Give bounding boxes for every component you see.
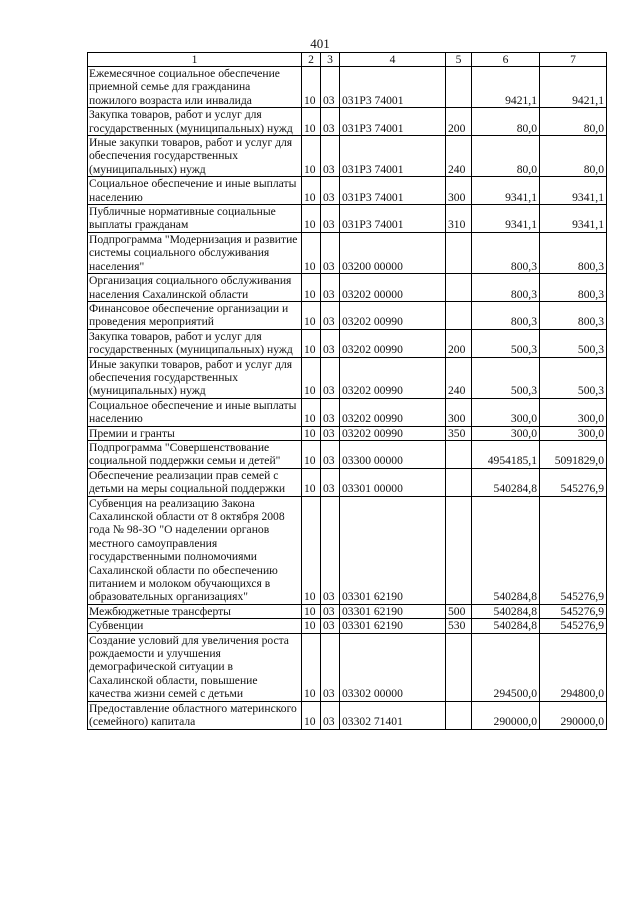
expense-type-code-cell bbox=[446, 633, 472, 701]
subsection-code-cell: 03 bbox=[321, 301, 340, 329]
subsection-code-cell: 03 bbox=[321, 67, 340, 108]
row-name-cell: Премии и гранты bbox=[88, 426, 302, 440]
row-name-cell: Финансовое обеспечение организации и проведения мероприятий bbox=[88, 301, 302, 329]
subsection-code-cell: 03 bbox=[321, 468, 340, 496]
amount-year1-cell: 540284,8 bbox=[472, 468, 540, 496]
section-code-cell: 10 bbox=[302, 136, 321, 177]
amount-year2-cell: 294800,0 bbox=[540, 633, 607, 701]
row-name-cell: Публичные нормативные социальные выплаты гражданам bbox=[88, 205, 302, 233]
expense-type-code-cell bbox=[446, 440, 472, 468]
subsection-code-cell: 03 bbox=[321, 108, 340, 136]
section-code-cell: 10 bbox=[302, 108, 321, 136]
subsection-code-cell: 03 bbox=[321, 136, 340, 177]
table-row bbox=[88, 136, 607, 177]
row-name-cell: Закупка товаров, работ и услуг для государственных (муниципальных) нужд bbox=[88, 108, 302, 136]
subsection-code-cell: 03 bbox=[321, 177, 340, 205]
table-row bbox=[88, 633, 607, 701]
expense-type-code-cell bbox=[446, 468, 472, 496]
table-row bbox=[88, 440, 607, 468]
table-row bbox=[88, 357, 607, 398]
subsection-code-cell: 03 bbox=[321, 701, 340, 729]
header-cell: 3 bbox=[321, 53, 340, 67]
amount-year1-cell: 80,0 bbox=[472, 108, 540, 136]
target-article-code-cell: 03202 00990 bbox=[340, 426, 446, 440]
expense-type-code-cell: 300 bbox=[446, 177, 472, 205]
row-name-cell: Социальное обеспечение и иные выплаты населению bbox=[88, 177, 302, 205]
section-code-cell: 10 bbox=[302, 205, 321, 233]
target-article-code-cell: 03200 00000 bbox=[340, 232, 446, 273]
expense-type-code-cell: 200 bbox=[446, 108, 472, 136]
table-row bbox=[88, 398, 607, 426]
row-name-cell: Предоставление областного материнского (семейного) капитала bbox=[88, 701, 302, 729]
amount-year1-cell: 4954185,1 bbox=[472, 440, 540, 468]
amount-year1-cell: 800,3 bbox=[472, 301, 540, 329]
target-article-code-cell: 03300 00000 bbox=[340, 440, 446, 468]
table-row bbox=[88, 496, 607, 604]
amount-year2-cell: 500,3 bbox=[540, 329, 607, 357]
target-article-code-cell: 03301 00000 bbox=[340, 468, 446, 496]
amount-year1-cell: 540284,8 bbox=[472, 496, 540, 604]
expense-type-code-cell: 350 bbox=[446, 426, 472, 440]
row-name-cell: Межбюджетные трансферты bbox=[88, 604, 302, 618]
row-name-cell: Ежемесячное социальное обеспечение приемной семье для гражданина пожилого возраста или инвалида bbox=[88, 67, 302, 108]
section-code-cell: 10 bbox=[302, 357, 321, 398]
section-code-cell: 10 bbox=[302, 177, 321, 205]
amount-year2-cell: 800,3 bbox=[540, 301, 607, 329]
amount-year1-cell: 500,3 bbox=[472, 357, 540, 398]
subsection-code-cell: 03 bbox=[321, 357, 340, 398]
subsection-code-cell: 03 bbox=[321, 496, 340, 604]
amount-year1-cell: 540284,8 bbox=[472, 604, 540, 618]
subsection-code-cell: 03 bbox=[321, 604, 340, 618]
amount-year1-cell: 540284,8 bbox=[472, 619, 540, 633]
header-cell: 4 bbox=[340, 53, 446, 67]
header-cell: 2 bbox=[302, 53, 321, 67]
header-cell: 5 bbox=[446, 53, 472, 67]
subsection-code-cell: 03 bbox=[321, 274, 340, 302]
section-code-cell: 10 bbox=[302, 633, 321, 701]
table-row bbox=[88, 604, 607, 618]
amount-year2-cell: 545276,9 bbox=[540, 619, 607, 633]
row-name-cell: Субвенции bbox=[88, 619, 302, 633]
table-row bbox=[88, 177, 607, 205]
target-article-code-cell: 03202 00990 bbox=[340, 398, 446, 426]
row-name-cell: Иные закупки товаров, работ и услуг для обеспечения государственных (муниципальных) нужд bbox=[88, 357, 302, 398]
expense-type-code-cell: 300 bbox=[446, 398, 472, 426]
section-code-cell: 10 bbox=[302, 440, 321, 468]
section-code-cell: 10 bbox=[302, 496, 321, 604]
section-code-cell: 10 bbox=[302, 468, 321, 496]
row-name-cell: Субвенция на реализацию Закона Сахалинской области от 8 октября 2008 года № 98-ЗО "О наделении органов местного самоуправления государственными полномочиями Сахалинской области по обеспечению питанием и молоком обучающихся в образовательных организациях" bbox=[88, 496, 302, 604]
subsection-code-cell: 03 bbox=[321, 398, 340, 426]
table-row bbox=[88, 301, 607, 329]
target-article-code-cell: 03301 62190 bbox=[340, 604, 446, 618]
amount-year2-cell: 800,3 bbox=[540, 274, 607, 302]
row-name-cell: Создание условий для увеличения роста рождаемости и улучшения демографической ситуации в Сахалинской области, повышение качества жизни семей с детьми bbox=[88, 633, 302, 701]
target-article-code-cell: 03302 00000 bbox=[340, 633, 446, 701]
amount-year1-cell: 300,0 bbox=[472, 426, 540, 440]
amount-year1-cell: 300,0 bbox=[472, 398, 540, 426]
expense-type-code-cell bbox=[446, 274, 472, 302]
subsection-code-cell: 03 bbox=[321, 633, 340, 701]
section-code-cell: 10 bbox=[302, 701, 321, 729]
expense-type-code-cell: 530 bbox=[446, 619, 472, 633]
amount-year1-cell: 9421,1 bbox=[472, 67, 540, 108]
table-row bbox=[88, 232, 607, 273]
target-article-code-cell: 031Р3 74001 bbox=[340, 136, 446, 177]
table-row bbox=[88, 619, 607, 633]
amount-year1-cell: 800,3 bbox=[472, 232, 540, 273]
amount-year2-cell: 290000,0 bbox=[540, 701, 607, 729]
amount-year2-cell: 80,0 bbox=[540, 136, 607, 177]
expense-type-code-cell bbox=[446, 496, 472, 604]
target-article-code-cell: 031Р3 74001 bbox=[340, 205, 446, 233]
target-article-code-cell: 03202 00990 bbox=[340, 357, 446, 398]
target-article-code-cell: 03301 62190 bbox=[340, 619, 446, 633]
expense-type-code-cell: 500 bbox=[446, 604, 472, 618]
expense-type-code-cell: 240 bbox=[446, 136, 472, 177]
amount-year2-cell: 80,0 bbox=[540, 108, 607, 136]
subsection-code-cell: 03 bbox=[321, 232, 340, 273]
table-row bbox=[88, 108, 607, 136]
row-name-cell: Обеспечение реализации прав семей с детьми на меры социальной поддержки bbox=[88, 468, 302, 496]
row-name-cell: Организация социального обслуживания населения Сахалинской области bbox=[88, 274, 302, 302]
budget-table bbox=[87, 52, 607, 730]
expense-type-code-cell: 310 bbox=[446, 205, 472, 233]
section-code-cell: 10 bbox=[302, 619, 321, 633]
amount-year2-cell: 545276,9 bbox=[540, 604, 607, 618]
header-cell: 1 bbox=[88, 53, 302, 67]
amount-year2-cell: 9341,1 bbox=[540, 177, 607, 205]
expense-type-code-cell: 200 bbox=[446, 329, 472, 357]
target-article-code-cell: 03301 62190 bbox=[340, 496, 446, 604]
page-number: 401 bbox=[310, 36, 330, 51]
target-article-code-cell: 03202 00990 bbox=[340, 329, 446, 357]
expense-type-code-cell bbox=[446, 232, 472, 273]
subsection-code-cell: 03 bbox=[321, 619, 340, 633]
subsection-code-cell: 03 bbox=[321, 329, 340, 357]
amount-year1-cell: 500,3 bbox=[472, 329, 540, 357]
row-name-cell: Закупка товаров, работ и услуг для государственных (муниципальных) нужд bbox=[88, 329, 302, 357]
expense-type-code-cell bbox=[446, 67, 472, 108]
header-cell: 7 bbox=[540, 53, 607, 67]
table-row bbox=[88, 468, 607, 496]
header-cell: 6 bbox=[472, 53, 540, 67]
target-article-code-cell: 03202 00000 bbox=[340, 274, 446, 302]
amount-year1-cell: 800,3 bbox=[472, 274, 540, 302]
expense-type-code-cell: 240 bbox=[446, 357, 472, 398]
amount-year2-cell: 9341,1 bbox=[540, 205, 607, 233]
table-row bbox=[88, 426, 607, 440]
expense-type-code-cell bbox=[446, 701, 472, 729]
amount-year2-cell: 300,0 bbox=[540, 398, 607, 426]
row-name-cell: Подпрограмма "Модернизация и развитие системы социального обслуживания населения" bbox=[88, 232, 302, 273]
section-code-cell: 10 bbox=[302, 604, 321, 618]
row-name-cell: Иные закупки товаров, работ и услуг для обеспечения государственных (муниципальных) нужд bbox=[88, 136, 302, 177]
section-code-cell: 10 bbox=[302, 329, 321, 357]
amount-year1-cell: 294500,0 bbox=[472, 633, 540, 701]
amount-year2-cell: 545276,9 bbox=[540, 468, 607, 496]
target-article-code-cell: 03202 00990 bbox=[340, 301, 446, 329]
row-name-cell: Подпрограмма "Совершенствование социальной поддержки семьи и детей" bbox=[88, 440, 302, 468]
section-code-cell: 10 bbox=[302, 232, 321, 273]
amount-year1-cell: 290000,0 bbox=[472, 701, 540, 729]
target-article-code-cell: 03302 71401 bbox=[340, 701, 446, 729]
expense-type-code-cell bbox=[446, 301, 472, 329]
subsection-code-cell: 03 bbox=[321, 205, 340, 233]
target-article-code-cell: 031Р3 74001 bbox=[340, 67, 446, 108]
amount-year2-cell: 9421,1 bbox=[540, 67, 607, 108]
subsection-code-cell: 03 bbox=[321, 440, 340, 468]
row-name-cell: Социальное обеспечение и иные выплаты населению bbox=[88, 398, 302, 426]
amount-year1-cell: 80,0 bbox=[472, 136, 540, 177]
amount-year1-cell: 9341,1 bbox=[472, 177, 540, 205]
section-code-cell: 10 bbox=[302, 67, 321, 108]
target-article-code-cell: 031Р3 74001 bbox=[340, 108, 446, 136]
header-row bbox=[88, 53, 607, 67]
section-code-cell: 10 bbox=[302, 398, 321, 426]
amount-year2-cell: 5091829,0 bbox=[540, 440, 607, 468]
amount-year2-cell: 800,3 bbox=[540, 232, 607, 273]
table-row bbox=[88, 329, 607, 357]
table-row bbox=[88, 274, 607, 302]
amount-year2-cell: 300,0 bbox=[540, 426, 607, 440]
amount-year2-cell: 500,3 bbox=[540, 357, 607, 398]
subsection-code-cell: 03 bbox=[321, 426, 340, 440]
amount-year2-cell: 545276,9 bbox=[540, 496, 607, 604]
section-code-cell: 10 bbox=[302, 301, 321, 329]
amount-year1-cell: 9341,1 bbox=[472, 205, 540, 233]
table-row bbox=[88, 701, 607, 729]
target-article-code-cell: 031Р3 74001 bbox=[340, 177, 446, 205]
table-row bbox=[88, 205, 607, 233]
section-code-cell: 10 bbox=[302, 426, 321, 440]
table-row bbox=[88, 67, 607, 108]
section-code-cell: 10 bbox=[302, 274, 321, 302]
